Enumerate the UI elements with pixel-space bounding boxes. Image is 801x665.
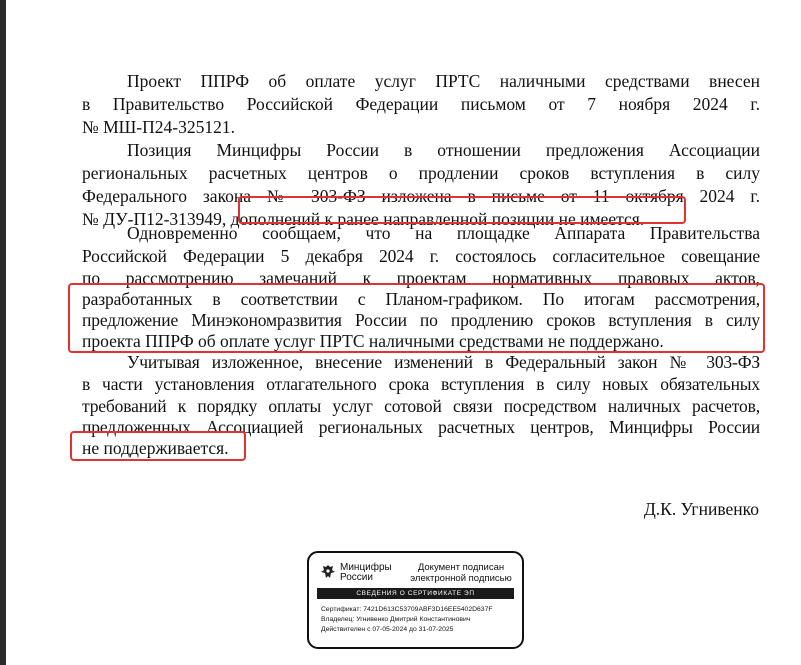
paragraph-3-line-3: по рассмотрению замечаний к проектам нормативных правовых актов, <box>82 268 760 288</box>
page-edge <box>0 0 6 665</box>
stamp-cert-header: СВЕДЕНИЯ О СЕРТИФИКАТЕ ЭП <box>317 588 514 599</box>
stamp-certificate: Сертификат: 7421D613C53709ABF3D16EE5402D637F <box>321 606 493 613</box>
stamp-signed-line-2: электронной подписью <box>410 573 512 584</box>
signer-name: Д.К. Угнивенко <box>643 499 759 519</box>
stamp-org-line-2: России <box>340 572 373 583</box>
coat-of-arms-icon <box>320 564 336 580</box>
paragraph-3-line-4: разработанных в соответствии с Планом-графиком. По итогам рассмотрения, <box>82 289 760 309</box>
paragraph-4-line-1: Учитывая изложенное, внесение изменений в Федеральный закон № 303-ФЗ <box>127 352 760 372</box>
paragraph-2-line-3: Федерального закона № 303-ФЗ изложена в письме от 11 октября 2024 г. <box>82 186 760 206</box>
stamp-org <box>340 563 398 583</box>
e-signature-stamp <box>307 551 524 649</box>
paragraph-4-line-2: в части установления отлагательного срока вступления в силу новых обязательных <box>82 374 760 394</box>
paragraph-2-line-1: Позиция Минцифры России в отношении предложения Ассоциации <box>127 140 760 160</box>
paragraph-3-line-1: Одновременно сообщаем, что на площадке Аппарата Правительства <box>127 223 760 243</box>
paragraph-1-line-2: в Правительство Российской Федерации письмом от 7 ноября 2024 г. <box>82 94 760 114</box>
paragraph-4-line-4: предложенных Ассоциацией региональных расчетных центров, Минцифры России <box>82 417 760 437</box>
paragraph-1-line-3: № МШ-П24-325121. <box>82 117 235 137</box>
paragraph-3-line-5: предложение Минэкономразвития России по продлению сроков вступления в силу <box>82 310 760 330</box>
stamp-valid: Действителен с 07-05-2024 до 31-07-2025 <box>321 626 454 633</box>
paragraph-2-line-4: № ДУ-П12-313949, дополнений к ранее направленной позиции не имеется. <box>82 209 645 229</box>
paragraph-1-line-1: Проект ППРФ об оплате услуг ПРТС наличными средствами внесен <box>127 71 760 91</box>
paragraph-3-line-6: проекта ППРФ об оплате услуг ПРТС наличными средствами не поддержано. <box>82 331 664 351</box>
stamp-signed-line-1: Документ подписан <box>417 562 505 573</box>
paragraph-2-line-2: региональных расчетных центров о продлении сроков вступления в силу <box>82 163 760 183</box>
paragraph-4-line-5: не поддерживается. <box>82 438 229 458</box>
paragraph-3-line-2: Российской Федерации 5 декабря 2024 г. состоялось согласительное совещание <box>82 246 760 266</box>
stamp-owner: Владелец: Угнивенко Дмитрий Константинович <box>321 616 471 623</box>
stamp-signed-text <box>405 562 517 584</box>
paragraph-4-line-3: требований к порядку оплаты услуг сотовой связи посредством наличных расчетов, <box>82 396 760 416</box>
stamp-org-line-1: Минцифры <box>340 562 392 573</box>
